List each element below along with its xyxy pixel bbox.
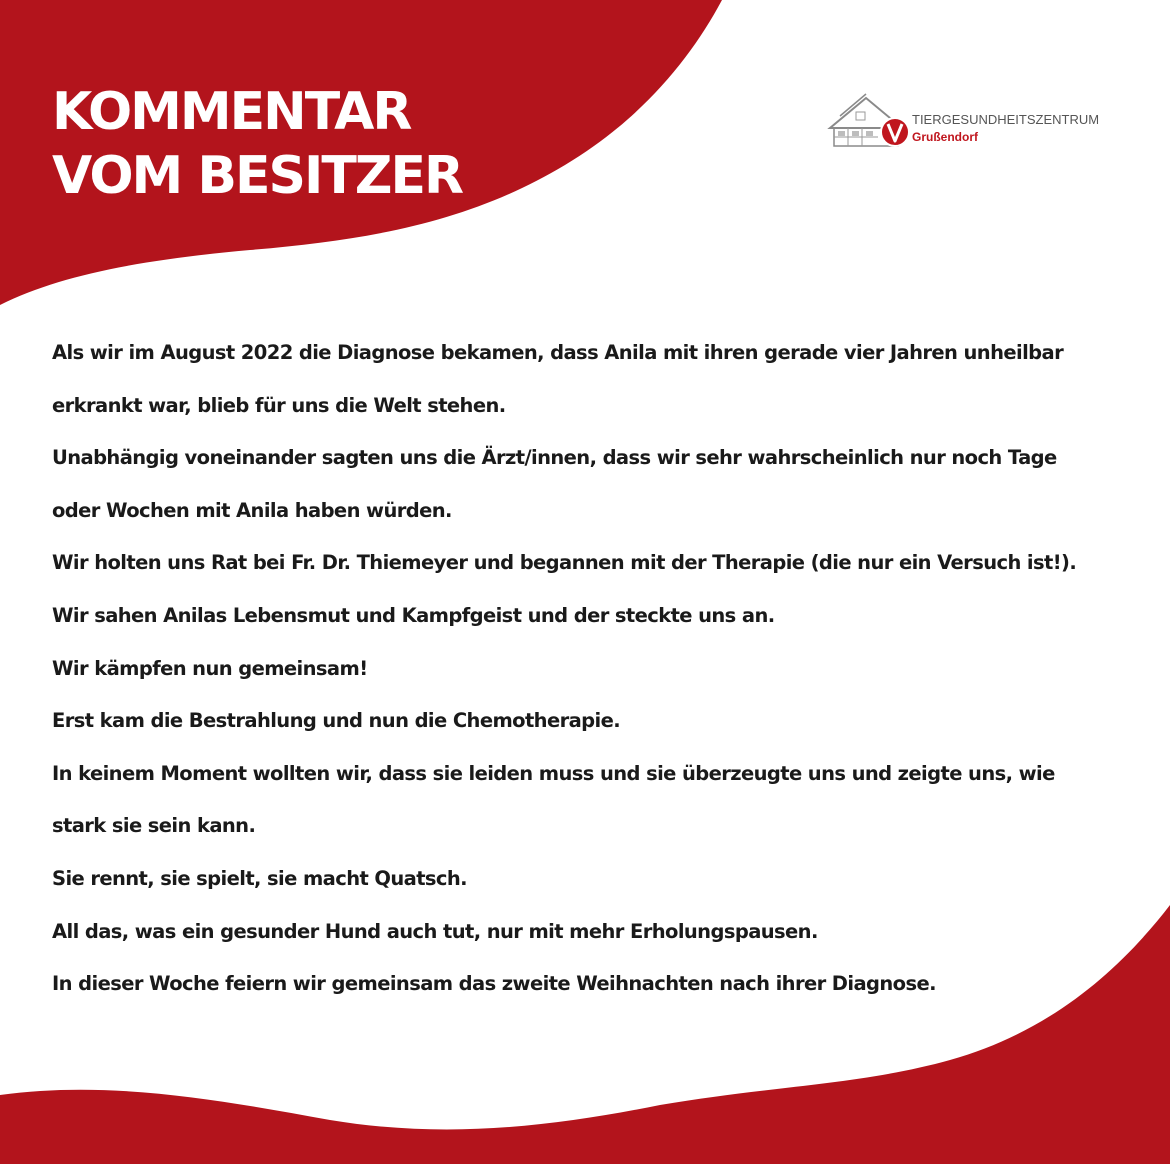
title-line-1: KOMMENTAR [52,82,411,142]
text-line: Als wir im August 2022 die Diagnose bekamen, dass Anila mit ihren gerade vier Jahren unheilbar [52,341,1064,364]
text-line: erkrankt war, blieb für uns die Welt stehen. [52,393,506,417]
logo-location: Grußendorf [912,130,978,144]
clinic-logo [826,92,1116,152]
text-line: oder Wochen mit Anila haben würden. [52,498,452,522]
comment-text [52,327,1162,1011]
text-line: All das, was ein gesunder Hund auch tut, nur mit mehr Erholungspausen. [52,919,818,943]
house-logo-icon [826,92,912,152]
text-line: Wir kämpfen nun gemeinsam! [52,656,368,680]
logo-name: TIERGESUNDHEITSZENTRUM [912,112,1100,127]
text-line: stark sie sein kann. [52,814,256,838]
text-line: Sie rennt, sie spielt, sie macht Quatsch. [52,866,467,890]
title-line-2: VOM BESITZER [52,146,463,206]
text-line: In keinem Moment wollten wir, dass sie leiden muss und sie überzeugte uns und zeigte uns, wie [52,761,1055,785]
text-line: Wir sahen Anilas Lebensmut und Kampfgeist und der steckte uns an. [52,603,775,627]
text-line: Wir holten uns Rat bei Fr. Dr. Thiemeyer und begannen mit der Therapie (die nur ein Versuch ist!). [52,551,1077,575]
text-line: Unabhängig voneinander sagten uns die Ärzt/innen, dass wir sehr wahrscheinlich nur noch Tage [52,446,1057,470]
text-line: In dieser Woche feiern wir gemeinsam das zweite Weihnachten nach ihrer Diagnose. [52,972,936,996]
page-title [52,80,462,208]
text-line: Erst kam die Bestrahlung und nun die Chemotherapie. [52,709,621,733]
